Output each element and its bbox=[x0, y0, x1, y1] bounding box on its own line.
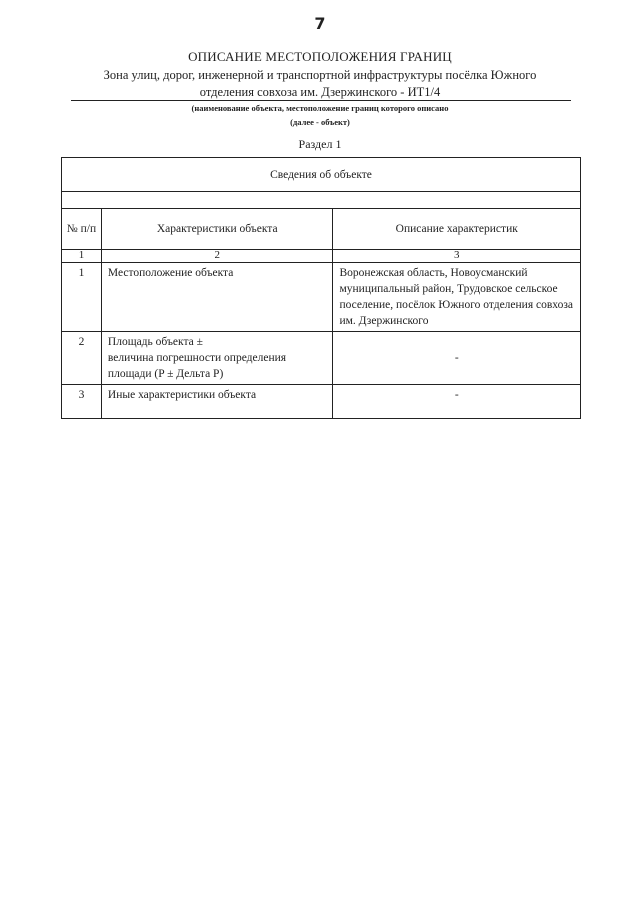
row-num: 1 bbox=[62, 263, 102, 332]
row-characteristic bbox=[101, 332, 333, 385]
table-row bbox=[62, 332, 581, 385]
table-header: Сведения об объекте bbox=[62, 158, 581, 192]
row-description: - bbox=[333, 385, 581, 419]
table-spacer-row bbox=[62, 192, 581, 209]
object-caption-line-1: (наименование объекта, местоположение границ которого описано bbox=[191, 103, 449, 113]
column-header-description: Описание характеристик bbox=[333, 209, 581, 250]
table-spacer-cell bbox=[62, 192, 581, 209]
column-number-1: 1 bbox=[62, 250, 102, 263]
row-characteristic-line-1: Площадь объекта ± bbox=[107, 336, 203, 348]
column-header-characteristic: Характеристики объекта bbox=[101, 209, 333, 250]
row-num: 3 bbox=[62, 385, 102, 419]
table-header-row bbox=[62, 158, 581, 192]
column-header-num: № п/п bbox=[62, 209, 102, 250]
section-title: Раздел 1 bbox=[298, 137, 342, 151]
column-number-2: 2 bbox=[101, 250, 333, 263]
row-description: - bbox=[333, 332, 581, 385]
object-name: Зона улиц, дорог, инженерной и транспортной инфраструктуры посёлка Южного отделения совхоза им. Дзержинского - ИТ1/4 bbox=[103, 68, 537, 99]
object-caption-line-2: (далее - объект) bbox=[290, 117, 350, 127]
table-row bbox=[62, 385, 581, 419]
document-title: ОПИСАНИЕ МЕСТОПОЛОЖЕНИЯ ГРАНИЦ bbox=[188, 49, 452, 64]
page-number: 7 bbox=[314, 14, 326, 33]
row-num: 2 bbox=[62, 332, 102, 385]
row-characteristic: Местоположение объекта bbox=[101, 263, 333, 332]
row-characteristic-line-2: величина погрешности определения площади (P ± Дельта P) bbox=[107, 352, 287, 380]
row-description: Воронежская область, Новоусманский муниципальный район, Трудовское сельское поселение, посёлок Южного отделения совхоза им. Дзержинского bbox=[333, 263, 581, 332]
column-number-3: 3 bbox=[333, 250, 581, 263]
table-row bbox=[62, 263, 581, 332]
row-characteristic: Иные характеристики объекта bbox=[101, 385, 333, 419]
underline-rule bbox=[71, 100, 571, 101]
column-number-row bbox=[62, 250, 581, 263]
column-header-row bbox=[62, 209, 581, 250]
object-info-table bbox=[61, 157, 581, 419]
